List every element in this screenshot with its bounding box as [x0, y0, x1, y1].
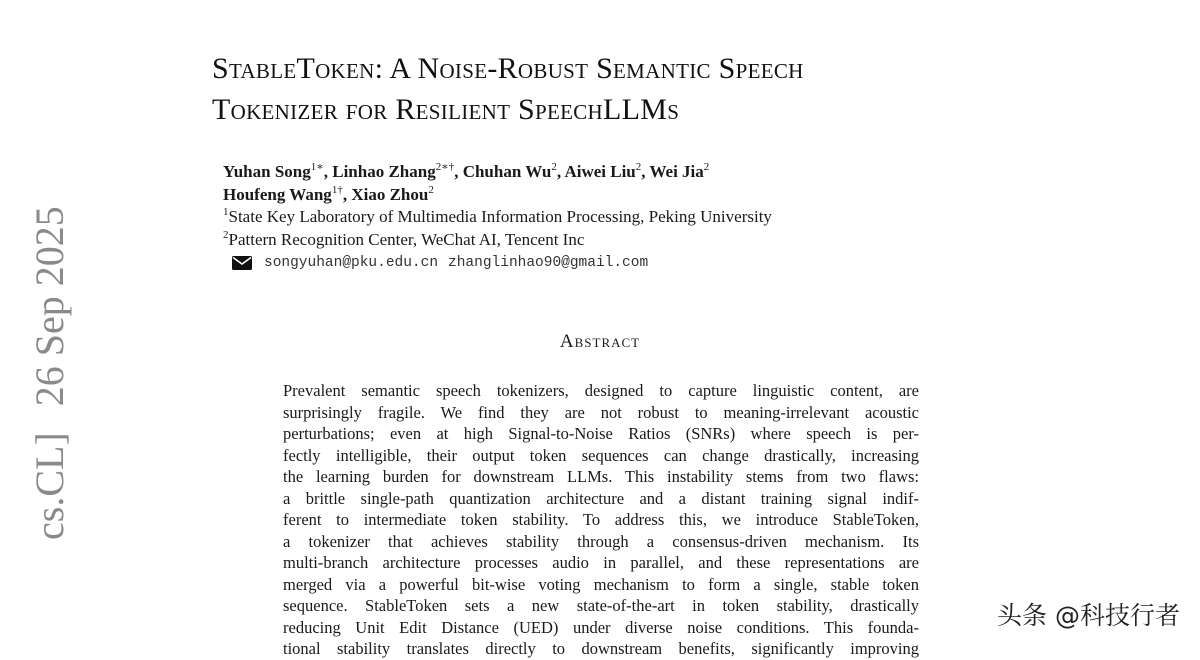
author-affil-mark: 1† — [331, 184, 343, 196]
author-name: Chuhan Wu — [462, 162, 552, 181]
abstract-line: a brittle single-path quantization architecture and a distant training signal indif- — [283, 488, 919, 508]
email-address-2[interactable]: zhanglinhao90@gmail.com — [448, 255, 649, 271]
abstract-body — [283, 380, 919, 660]
abstract-line: sequence. StableToken sets a new state-of-the-art in token stability, drastically — [283, 596, 919, 615]
abstract-line: reducing Unit Edit Distance (UED) under diverse noise conditions. This founda- — [283, 617, 919, 637]
email-address-1[interactable]: songyuhan@pku.edu.cn — [264, 255, 439, 271]
author-affil-mark: 2∗† — [435, 161, 455, 173]
arxiv-category: cs.CL] — [27, 432, 72, 540]
author-name: Aiwei Liu — [564, 162, 636, 181]
title-line-2: Tokenizer for Resilient SpeechLLMs — [212, 93, 680, 126]
affiliation-mark: 1 — [223, 206, 229, 218]
abstract-line: tional stability translates directly to downstream benefits, significantly improving — [283, 639, 919, 658]
author-affil-mark: 1∗ — [310, 161, 324, 173]
paper-title — [212, 48, 1112, 130]
abstract-line: surprisingly fragile. We find they are not robust to meaning-irrelevant acoustic — [283, 402, 919, 422]
abstract-line: the learning burden for downstream LLMs. This instability stems from two flaws: — [283, 467, 919, 486]
author-affil-mark: 2 — [428, 184, 434, 196]
author-affil-mark: 2 — [551, 161, 557, 173]
author-name: Houfeng Wang — [223, 185, 332, 204]
author-affil-mark: 2 — [703, 161, 710, 173]
abstract-line: multi-branch architecture processes audio in parallel, and these representations are — [283, 553, 919, 572]
affiliation-mark: 2 — [223, 229, 229, 241]
affiliation-text: Pattern Recognition Center, WeChat AI, Tencent Inc — [228, 230, 585, 249]
abstract-line: Prevalent semantic speech tokenizers, designed to capture linguistic content, are — [283, 381, 919, 400]
affiliation-text: State Key Laboratory of Multimedia Information Processing, Peking University — [228, 207, 772, 226]
affiliation-1 — [223, 206, 772, 228]
abstract-heading: Abstract — [559, 331, 641, 352]
title-line-1: StableToken: A Noise-Robust Semantic Speech — [212, 52, 804, 85]
author-line-1: Yuhan Song$^{1∗}$, Linhao Zhang$^{2∗\dagger}$, Chuhan Wu$^2$, Aiwei Liu$^2$, Wei Jia$^2$ — [223, 161, 710, 181]
arxiv-side-stamp — [27, 206, 78, 648]
author-name: Wei Jia — [649, 162, 704, 181]
abstract-line: perturbations; even at high Signal-to-Noise Ratios (SNRs) where speech is per- — [283, 424, 919, 443]
author-name: Linhao Zhang — [332, 162, 436, 181]
author-name: Xiao Zhou — [351, 185, 429, 204]
abstract-line: fectly intelligible, their output token sequences can change drastically, increasing — [283, 445, 919, 465]
author-list — [223, 160, 709, 206]
abstract-line: merged via a powerful bit-wise voting mechanism to form a single, stable token — [283, 574, 919, 594]
author-name: Yuhan Song — [223, 162, 311, 181]
arxiv-date: 26 Sep 2025 — [27, 206, 72, 407]
abstract-line: a tokenizer that achieves stability through a consensus-driven mechanism. Its — [283, 531, 919, 551]
author-affil-mark: 2 — [635, 161, 642, 173]
author-line-2: Houfeng Wang$^{1\dagger}$, Xiao Zhou$^2$ — [223, 184, 434, 204]
watermark: 头条 @科技行者 — [997, 601, 1180, 630]
envelope-icon — [232, 256, 252, 270]
abstract-line: ferent to intermediate token stability. To address this, we introduce StableToken, — [283, 510, 919, 529]
affiliation-2 — [223, 229, 584, 251]
email-line — [232, 253, 658, 273]
